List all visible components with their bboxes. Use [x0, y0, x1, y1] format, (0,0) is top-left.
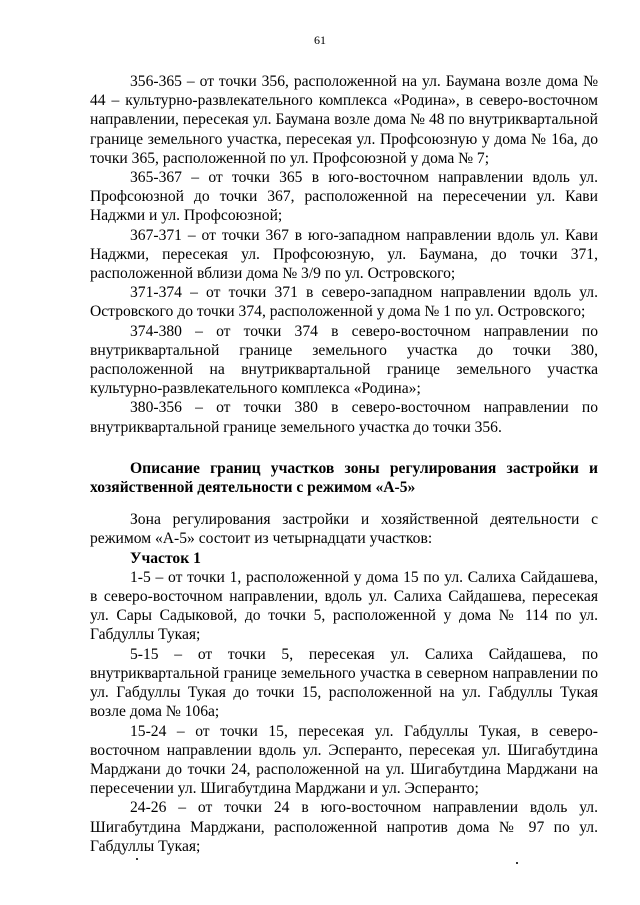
boundary-paragraph: 371-374 – от точки 371 в северо-западном направлении вдоль ул. Островского до точки 374, расположенной у дома № 1 по ул. Островского; — [90, 284, 598, 321]
section-title: Участок 1 — [130, 549, 201, 567]
document-body — [90, 72, 598, 856]
page-number: 61 — [314, 33, 326, 47]
scan-speck — [136, 858, 138, 860]
boundary-paragraph: 365-367 – от точки 365 в юго-восточном направлении вдоль ул. Профсоюзной до точки 367, расположенной на пересечении ул. Кави Наджми и ул. Профсоюзной; — [90, 169, 598, 225]
boundary-paragraph: 15-24 – от точки 15, пересекая ул. Габдуллы Тукая, в северо-восточном направлении вдоль ул. Эсперанто, пересекая ул. Шигабутдина Марджани до точки 24, расположенной на ул. Шигабутдина Марджани на пересечении ул. Шигабутдина Марджани и ул. Эсперанто; — [90, 722, 598, 798]
boundary-paragraph: 380-356 – от точки 380 в северо-восточном направлении по внутриквартальной границе земельного участка до точки 356. — [90, 399, 598, 436]
scan-speck — [516, 862, 518, 864]
section-heading: Описание границ участков зоны регулирования застройки и хозяйственной деятельности с режимом «А-5» — [90, 459, 598, 497]
boundary-paragraph: 356-365 – от точки 356, расположенной на ул. Баумана возле дома № 44 – культурно-развлекательного комплекса «Родина», в северо-восточном направлении, пересекая ул. Баумана возле дома № 48 по внутриквартальной границе земельного участка, пересекая ул. Профсоюзную у дома № 16а, до точки 365, расположенной по ул. Профсоюзной у дома № 7; — [90, 73, 598, 167]
boundary-paragraph: 367-371 – от точки 367 в юго-западном направлении вдоль ул. Кави Наджми, пересекая ул. Профсоюзную, ул. Баумана, до точки 371, расположенной вблизи дома № 3/9 по ул. Островского; — [90, 226, 598, 283]
boundary-paragraph: 374-380 – от точки 374 в северо-восточном направлении по внутриквартальной границе земельного участка до точки 380, расположенной на внутриквартальной границе земельного участка культурно-развлекательного комплекса «Родина»; — [90, 322, 598, 398]
zone-intro: Зона регулирования застройки и хозяйственной деятельности с режимом «А-5» состоит из четырнадцати участков: — [90, 511, 598, 548]
boundary-paragraph: 1-5 – от точки 1, расположенной у дома 15 по ул. Салиха Сайдашева, в северо-восточном направлении, вдоль ул. Салиха Сайдашева, пересекая ул. Сары Садыковой, до точки 5, расположенной у дома № 114 по ул. Габдуллы Тукая; — [90, 568, 598, 644]
boundary-paragraph: 5-15 – от точки 5, пересекая ул. Салиха Сайдашева, по внутриквартальной границе земельного участка в северном направлении по ул. Габдуллы Тукая до точки 15, расположенной на ул. Габдуллы Тукая возле дома № 106а; — [90, 645, 598, 721]
boundary-paragraph: 24-26 – от точки 24 в юго-восточном направлении вдоль ул. Шигабутдина Марджани, расположенной напротив дома № 97 по ул. Габдуллы Тукая; — [90, 799, 598, 855]
